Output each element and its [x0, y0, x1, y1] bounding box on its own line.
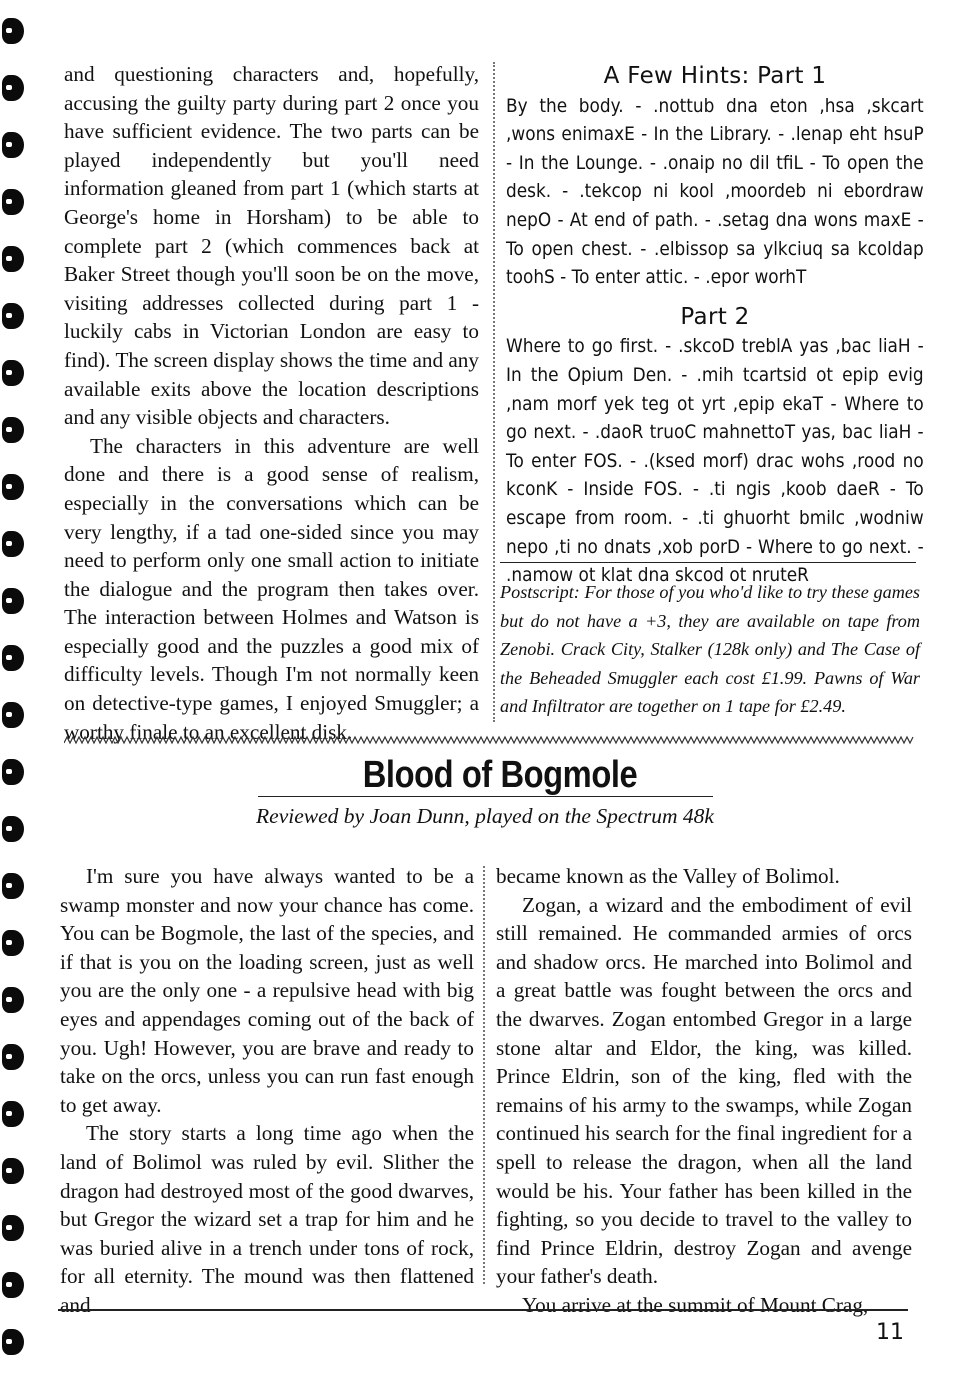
- column-divider: [483, 866, 485, 1284]
- article-paragraph: became known as the Valley of Bolimol.: [496, 864, 840, 888]
- binding-ring: [2, 474, 24, 500]
- hints-part1-heading: A Few Hints: Part 1: [603, 63, 827, 89]
- binding-ring: [2, 303, 24, 329]
- binding-ring: [2, 588, 24, 614]
- article-paragraph: You arrive at the summit of Mount Crag,: [522, 1292, 869, 1317]
- hints-box: [506, 62, 924, 591]
- binding-ring: [2, 246, 24, 272]
- binding-ring: [2, 417, 24, 443]
- binding-ring: [2, 75, 24, 101]
- binding-ring: [2, 645, 24, 671]
- article-paragraph: The story starts a long time ago when the land of Bolimol was ruled by evil. Slither the dragon had destroyed most of the good dwarves, but Gregor the wizard set a trap for him and he was buried alive in a trench under tons of rock, for all eternity. The mound was then flattened and: [60, 1121, 474, 1317]
- binding-ring: [2, 873, 24, 899]
- binding-ring: [2, 360, 24, 386]
- binding-ring: [2, 1215, 24, 1241]
- article-paragraph: Zogan, a wizard and the embodiment of evil still remained. He commanded armies of orcs and shadow orcs. He marched into Bolimol and a great battle was fought between the orcs and the dwarves. Zogan entombed Gregor in a large stone altar and Eldor, the king, was killed. Prince Eldrin, son of the king, fled with the remains of his army to the swamps, while Zogan continued his search for the final ingredient for a spell to release the dragon, when all the land would be his. Your father has been killed in the fighting, so you decide to travel to the valley to find Prince Eldrin, destroy Zogan and avenge your father's death.: [496, 892, 912, 1289]
- article-title: Blood of Bogmole: [362, 754, 638, 796]
- review-continuation-column: [64, 60, 479, 746]
- column-divider: [493, 62, 495, 722]
- review-paragraph: The characters in this adventure are well done and there is a good sense of realism, especially in the conversations which can be very lengthy, if a tad one-sided since you may need to perform only one small action to initiate the dialogue and the program then takes over. The interaction between Holmes and Watson is especially good and the puzzles a good mix of difficulty levels. Though I'm not normally keen on detective-type games, I enjoyed Smuggler; a worthy finale to an excellent disk.: [64, 433, 479, 744]
- binding-ring: [2, 18, 24, 44]
- binding-ring: [2, 1329, 24, 1355]
- article-right-column: [496, 862, 912, 1320]
- binding-ring: [2, 189, 24, 215]
- review-paragraph: and questioning characters and, hopefully, accusing the guilty party during part 2 once you have sufficient evidence. The two parts can be played independently but you'll need information gleaned from part 1 (which starts at George's home in Horsham) to be able to complete part 2 (which commences back at Baker Street though you'll soon be on the move, visiting addresses collected during part 1 - luckily cabs in Victorian London are easy to find). The screen display shows the time and any available exits above the location descriptions and any visible objects and characters.: [64, 62, 479, 430]
- footer-rule: [58, 1309, 908, 1311]
- hints-part2-text: Where to go first. - .skcoD treblA yas ,bac liaH - In the Opium Den. - .mih tcartsid ot epip evig ,nam morf yek teg ot yrt ,epip ekaT - Where to go next. - .daoR truoC mahnettoT yas, bac liaH - To enter FOS. - .(ksed morf) drac wohs ,rood no kconK - Inside FOS. - .ti ngis ,koob daeR - To escape from room. - .ti ghuorht bmilc ,wodniw nepo ,ti no dnats ,xob porD - Where to go next. - .namow ot klat dna skcod ot nruteR: [506, 336, 924, 587]
- binding-ring: [2, 702, 24, 728]
- binding-ring: [2, 1101, 24, 1127]
- binding-ring: [2, 1158, 24, 1184]
- binding-ring: [2, 1044, 24, 1070]
- section-divider-zigzag: [64, 735, 914, 745]
- spiral-binding: [0, 0, 40, 1375]
- postscript-note: Postscript: For those of you who'd like to try these games but do not have a +3, they are available on tape from Zenobi. Crack City, Stalker (128k only) and The Case of the Beheaded Smuggler each cost £1.99. Pawns of War and Infiltrator are together on 1 tape for £2.49.: [500, 582, 920, 717]
- binding-ring: [2, 1272, 24, 1298]
- binding-ring: [2, 759, 24, 785]
- binding-ring: [2, 531, 24, 557]
- hints-part2-heading: Part 2: [680, 303, 750, 330]
- hints-divider-rule: [500, 562, 916, 563]
- hints-part1-text: By the body. - .nottub dna eton ,hsa ,skcart ,wons enimaxE - In the Library. - .lenap eht hsuP - In the Lounge. - .onaip no dil tfiL - To open the desk. - .tekcop ni kool ,moordeb ni ebordraw nepO - At end of path. - .setag dna wons maxE - To open chest. - .elbissop sa ylkciuq sa kcoldap toohS - To enter attic. - .epor worhT: [506, 95, 924, 289]
- binding-ring: [2, 930, 24, 956]
- binding-ring: [2, 987, 24, 1013]
- article-paragraph: I'm sure you have always wanted to be a swamp monster and now your chance has come. You can be Bogmole, the last of the species, and if that is you on the loading screen, just as well you are the only one - a repulsive head with big eyes and appendages coming out of the back of you. Ugh! However, you are brave and ready to take on the orcs, unless you can run fast enough to get away.: [60, 864, 474, 1117]
- article-left-column: [60, 862, 474, 1320]
- page-number: 11: [876, 1320, 904, 1345]
- article-byline: Reviewed by Joan Dunn, played on the Spectrum 48k: [256, 804, 714, 828]
- title-underline: [258, 796, 713, 797]
- binding-ring: [2, 132, 24, 158]
